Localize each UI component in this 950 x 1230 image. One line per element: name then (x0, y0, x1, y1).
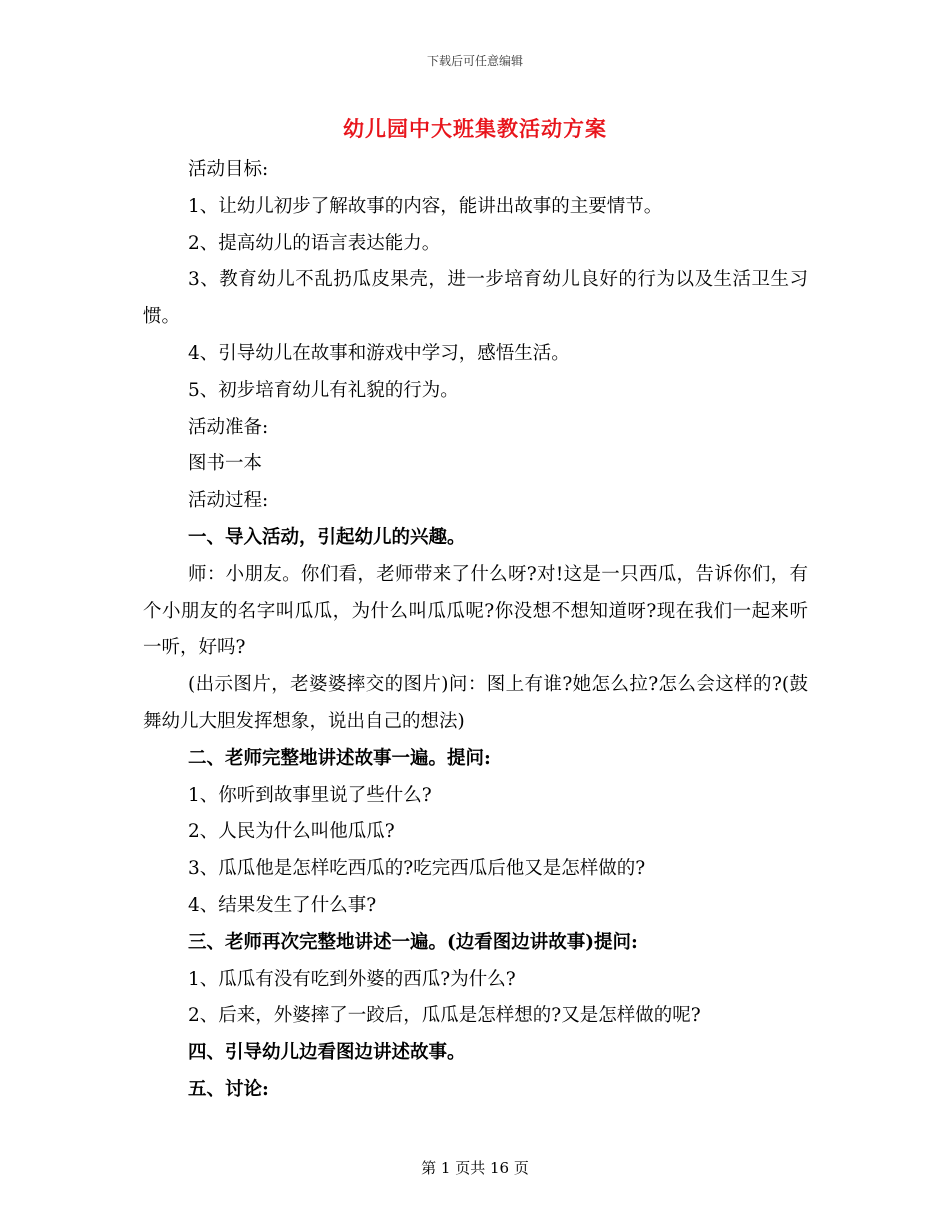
paragraph-goal-3: 3、教育幼儿不乱扔瓜皮果壳，进一步培育幼儿良好的行为以及生活卫生习惯。 (143, 269, 808, 328)
paragraph-step-3-q1: 1、瓜瓜有没有吃到外婆的西瓜?为什么? (188, 968, 516, 990)
paragraph-step-5-heading: 五、讨论: (188, 1078, 269, 1100)
paragraph-goal-5: 5、初步培育幼儿有礼貌的行为。 (188, 379, 459, 401)
page-footer: 第 1 页共 16 页 (421, 1159, 529, 1177)
paragraph-step-2-q1: 1、你听到故事里说了些什么? (188, 784, 432, 806)
paragraph-step-2-q3: 3、瓜瓜他是怎样吃西瓜的?吃完西瓜后他又是怎样做的? (188, 858, 646, 880)
page-header: 下载后可任意编辑 (426, 54, 523, 68)
paragraph-goal-2: 2、提高幼儿的语言表达能力。 (188, 232, 441, 254)
paragraph-process-heading: 活动过程: (188, 490, 269, 512)
paragraph-prep-heading: 活动准备: (188, 416, 269, 438)
paragraph-step-1-heading: 一、导入活动，引起幼儿的兴趣。 (188, 526, 466, 548)
paragraph-step-2-q2: 2、人民为什么叫他瓜瓜? (188, 821, 395, 843)
paragraph-step-3-heading: 三、老师再次完整地讲述一遍。(边看图边讲故事)提问: (188, 931, 638, 953)
paragraph-step-4-heading: 四、引导幼儿边看图边讲述故事。 (188, 1042, 466, 1064)
paragraph-step-2-q4: 4、结果发生了什么事? (188, 894, 377, 916)
paragraph-step-1-teacher: 师：小朋友。你们看，老师带来了什么呀?对!这是一只西瓜，告诉你们，有个小朋友的名字叫瓜瓜，为什么叫瓜瓜呢?你没想不想知道呀?现在我们一起来听一听，好吗? (143, 563, 808, 659)
paragraph-prep-item: 图书一本 (188, 453, 263, 475)
document-title: 幼儿园中大班集教活动方案 (343, 116, 607, 141)
paragraph-goals-heading: 活动目标: (188, 159, 269, 180)
paragraph-step-1-picture: (出示图片，老婆婆摔交的图片)问：图上有谁?她怎么拉?怎么会这样的?(鼓舞幼儿大胆发挥想象，说出自己的想法) (143, 674, 808, 732)
document-body (143, 152, 808, 1109)
paragraph-step-3-q2: 2、后来，外婆摔了一跤后，瓜瓜是怎样想的?又是怎样做的呢? (188, 1005, 701, 1027)
paragraph-step-2-heading: 二、老师完整地讲述故事一遍。提问: (188, 747, 491, 769)
paragraph-goal-4: 4、引导幼儿在故事和游戏中学习，感悟生活。 (188, 342, 570, 364)
paragraph-goal-1: 1、让幼儿初步了解故事的内容，能讲出故事的主要情节。 (188, 195, 663, 217)
